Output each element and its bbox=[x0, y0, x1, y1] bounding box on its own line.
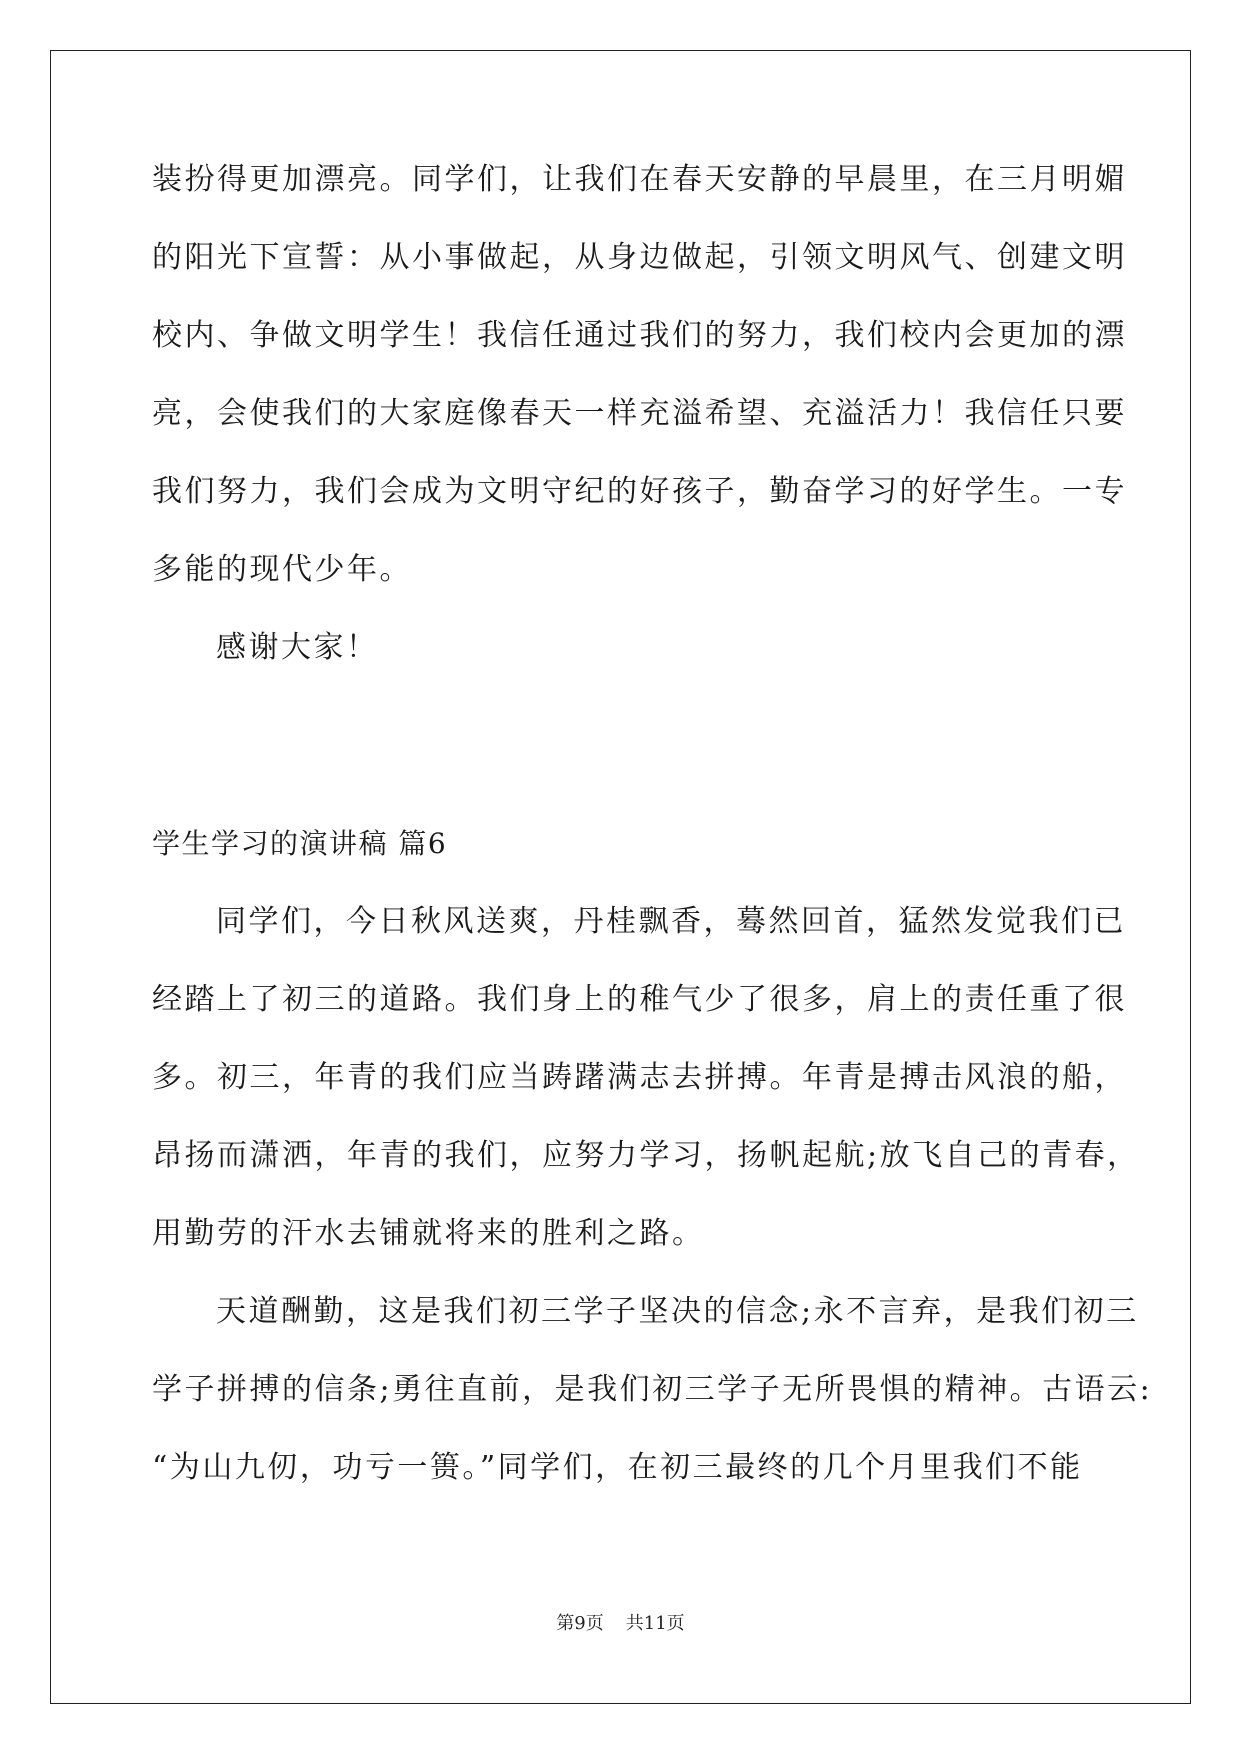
paragraph-line: 同学们，今日秋风送爽，丹桂飘香，蓦然回首，猛然发觉我们已 bbox=[216, 904, 1126, 939]
section-2-body bbox=[152, 902, 1153, 1526]
paragraph-line: 亮，会使我们的大家庭像春天一样充溢希望、充溢活力！我信任只要 bbox=[152, 396, 1127, 431]
paragraph-line: 校内、争做文明学生！我信任通过我们的努力，我们校内会更加的漂 bbox=[152, 318, 1127, 353]
paragraph-line: 装扮得更加漂亮。同学们，让我们在春天安静的早晨里，在三月明媚 bbox=[152, 162, 1127, 197]
paragraph-line: 多。初三，年青的我们应当踌躇满志去拼搏。年青是搏击风浪的船， bbox=[152, 1060, 1127, 1095]
page-footer bbox=[0, 1612, 1241, 1636]
paragraph-line: 我们努力，我们会成为文明守纪的好孩子，勤奋学习的好学生。一专 bbox=[152, 474, 1127, 509]
section-heading: 学生学习的演讲稿 篇6 bbox=[152, 827, 448, 860]
paragraph-line: “为山九仞，功亏一篑。”同学们，在初三最终的几个月里我们不能 bbox=[152, 1450, 1083, 1485]
closing-line: 感谢大家！ bbox=[216, 630, 379, 665]
page-total: 共11页 bbox=[625, 1613, 685, 1634]
page-number: 第9页 bbox=[556, 1613, 604, 1634]
paragraph-line: 天道酬勤，这是我们初三学子坚决的信念;永不言弃，是我们初三 bbox=[216, 1294, 1139, 1329]
paragraph-line: 多能的现代少年。 bbox=[152, 552, 412, 587]
paragraph-line: 学子拼搏的信条;勇往直前，是我们初三学子无所畏惧的精神。古语云: bbox=[152, 1372, 1153, 1407]
paragraph-line: 的阳光下宣誓：从小事做起，从身边做起，引领文明风气、创建文明 bbox=[152, 240, 1127, 275]
paragraph-line: 昂扬而潇洒，年青的我们，应努力学习，扬帆起航;放飞自己的青春， bbox=[152, 1138, 1140, 1173]
paragraph-line: 用勤劳的汗水去铺就将来的胜利之路。 bbox=[152, 1216, 705, 1251]
paragraph-line: 经踏上了初三的道路。我们身上的稚气少了很多，肩上的责任重了很 bbox=[152, 982, 1127, 1017]
section-1-body bbox=[152, 160, 1127, 706]
